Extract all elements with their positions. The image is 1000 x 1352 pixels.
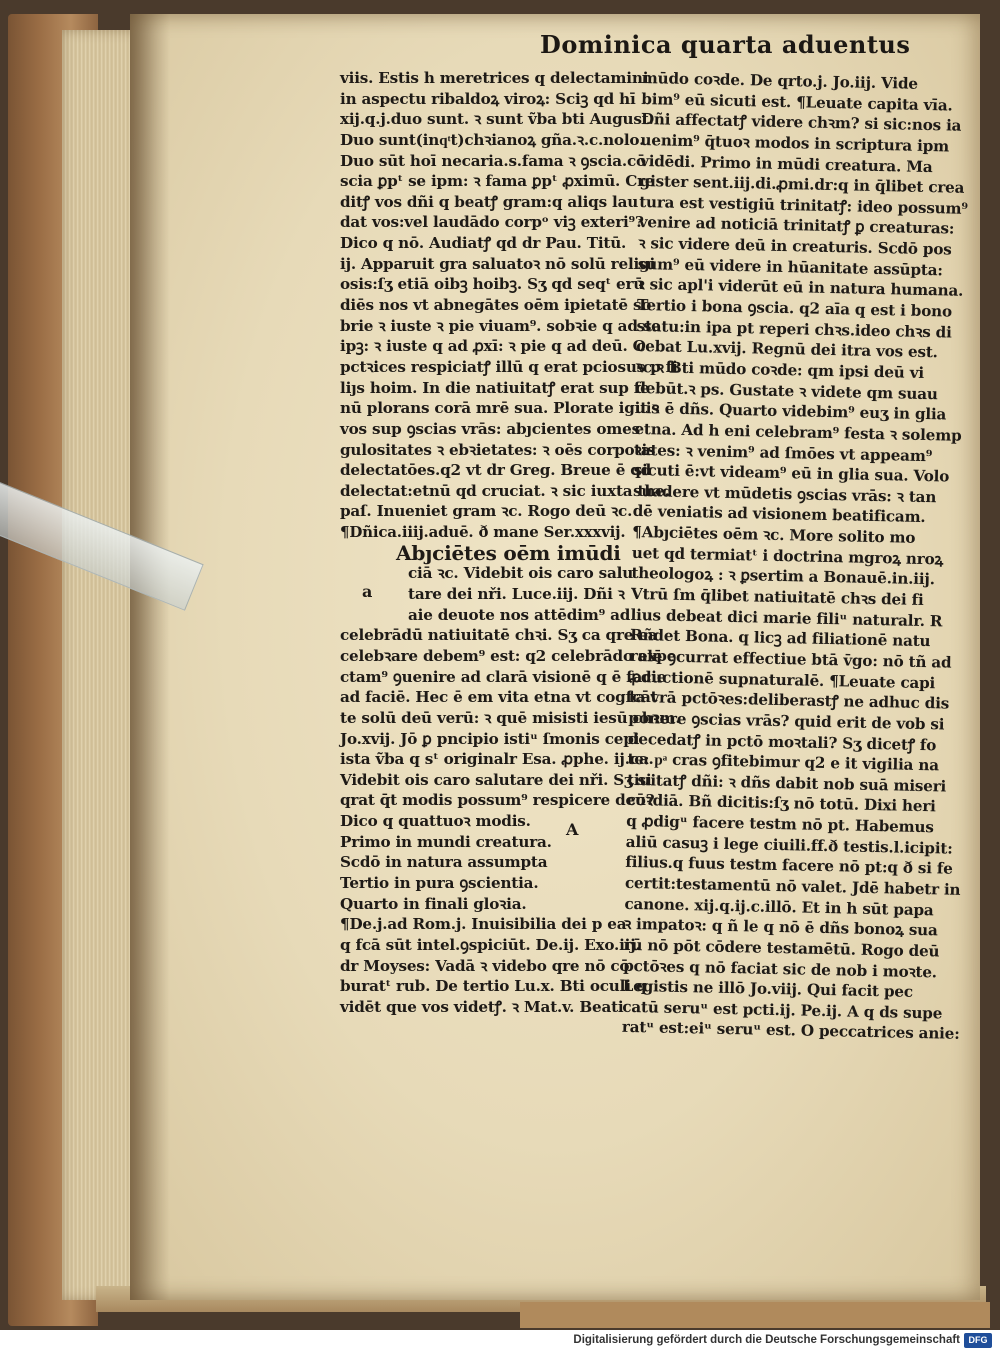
text-line: Scdō in natura assumpta bbox=[340, 853, 548, 872]
text-line: filius.q fuus testm facere nō pt:q ð si fe bbox=[625, 853, 953, 879]
text-line: buratᵗ rub. De tertio Lu.x. Bti oculi q bbox=[340, 977, 647, 996]
text-line: suadere vt mūdetis ꝯscias vrās: ꝛ tan bbox=[632, 481, 937, 507]
text-line: osis:ſʒ etiā oibꝫ hoibꝫ. Sʒ qd seqᵗ erū bbox=[340, 275, 645, 294]
text-line: tates: ꝛ venim⁹ ad ſmōes vt appeam⁹ bbox=[633, 440, 933, 465]
text-line: decedatꝭ in pctō moꝛtali? Sʒ dicetꝭ fo bbox=[627, 729, 937, 754]
text-line: diēs nos vt abnegātes oēm ipietatē so bbox=[340, 296, 652, 315]
text-line: ctam⁹ ꝯuenire ad clarā visionē q ē facie bbox=[340, 667, 667, 686]
left-paragraph-1 bbox=[340, 68, 678, 522]
text-line: delectat:etnū qd cruciat. ꝛ sic iuxta the. bbox=[340, 481, 670, 500]
text-line: te: pͣ cras ꝯfitebimur q2 e it vigilia na bbox=[627, 749, 940, 775]
text-line: Videbit ois caro salutare dei nři. Sʒ si bbox=[340, 770, 652, 789]
text-line: Duo sūt hoī necaria.s.fama ꝛ ꝯscia.cō bbox=[340, 151, 646, 170]
text-line: gulositates ꝛ ebꝛietates: ꝛ oēs corpoꝛis bbox=[340, 440, 656, 459]
text-line: scia ꝑpᵗ se ipm: ꝛ fama ꝑpᵗ ꝓximū. Cre bbox=[340, 172, 655, 191]
text-line: celebrādū natiuitatē chꝛi. Sʒ ca qre ea bbox=[340, 626, 658, 645]
text-line: ipꝫ: ꝛ iuste q ad ꝓxī: ꝛ pie q ad deū. O bbox=[340, 337, 646, 356]
section-heading: ¶Dñica.iiij.aduē. ð mane Ser.xxxvij. bbox=[340, 523, 626, 542]
text-line: uet qd termiatᵗ i doctrina mgroꝝ nroꝝ bbox=[631, 543, 944, 569]
bookmark-strip bbox=[520, 1302, 990, 1328]
text-line: catū seruᵘ est pcti.ij. Pe.ij. A q ds supe bbox=[622, 997, 943, 1023]
text-line: pctꝛices respiciatꝭ illū q erat pciosus p fi bbox=[340, 357, 678, 376]
text-line: ꝛ impatoꝛ: q ñ le q nō ē dñs bonoꝝ sua bbox=[623, 915, 938, 940]
text-line: uis ē dñs. Quarto videbim⁹ euʒ in glia bbox=[634, 399, 947, 424]
left-paragraph-2 bbox=[340, 563, 681, 831]
text-line: vos sup ꝯscias vrās: abȷcientes omes bbox=[340, 419, 640, 438]
text-line: ꝛ sic apl'i viderūt eū in natura humana. bbox=[637, 275, 964, 301]
text-line: qrat q̄t modis possum⁹ respicere deū? bbox=[340, 791, 655, 810]
text-line: dē veniatis ad visionem beatificam. bbox=[632, 502, 926, 527]
text-line: ꝛ sic videre deū in creaturis. Scdō pos bbox=[638, 234, 952, 259]
text-line: Primo in mundi creatura. bbox=[340, 832, 552, 851]
text-line: tiuitatꝭ dñi: ꝛ dñs dabit nob suā miseri bbox=[626, 770, 947, 796]
text-line: statu:in ipa pt reperi chꝛs.ideo chꝛs di bbox=[636, 316, 952, 342]
text-line: tare dei nři. Luce.iij. Dñi ꝛ bbox=[408, 585, 625, 604]
text-line: uenim⁹ q̄tuoꝛ modos in scriptura ipm bbox=[640, 130, 950, 156]
text-line: Rñdet Bona. q licꝫ ad filiationē natu bbox=[629, 626, 931, 651]
text-line: q fcā sūt intel.ꝯspiciūt. De.ij. Exo.iij. bbox=[340, 935, 641, 954]
text-line: liȷs hoim. In die natiuitatꝭ erat sup fe bbox=[340, 378, 650, 397]
text-line: ratᵘ est:eiᵘ seruᵘ est. O peccatrices anie: bbox=[621, 1018, 960, 1044]
text-line: dr Moyses: Vadā ꝛ videbo qre nō cō bbox=[340, 956, 630, 975]
dfg-logo: DFG bbox=[964, 1333, 992, 1348]
left-paragraph-3 bbox=[340, 914, 647, 1017]
text-line: sicuti ē:vt videam⁹ eū in glia sua. Volo bbox=[633, 461, 950, 486]
text-line: xij.q.j.duo sunt. ꝛ sunt ṽba bti August. bbox=[340, 110, 654, 129]
text-line: ditꝭ vos dñi q beatꝭ gram:q aliqs lau bbox=[340, 192, 639, 211]
text-line: venire ad noticiā trinitatꝭ ꝑ creaturas: bbox=[638, 213, 955, 239]
text-line: theologoꝝ : ꝛ ꝑsertim a Bonauē.in.iij. bbox=[631, 564, 935, 589]
text-line: q ꝓdigᵘ facere testm nō pt. Habemus bbox=[626, 811, 934, 837]
text-line: brie ꝛ iuste ꝛ pie viuam⁹. sobꝛie q ad se bbox=[340, 316, 661, 335]
text-line: mūdo coꝛde. De qrto.j. Jo.iij. Vide bbox=[641, 68, 918, 93]
text-line: nū plorans corā mrē sua. Plorate igit ꝛ bbox=[340, 399, 660, 418]
footer-credit: Digitalisierung gefördert durch die Deutsche Forschungsgemeinschaft bbox=[573, 1334, 960, 1346]
text-line: te solū deū verū: ꝛ quē misisti iesū chꝛm. bbox=[340, 708, 681, 727]
text-line: aliū casuꝫ i lege ciuili.ff.ð testis.l.icipit: bbox=[625, 832, 953, 858]
text-line: canone. xij.q.ij.c.illō. Et in h sūt papa bbox=[624, 894, 934, 919]
text-line: Vtrū ſm q̄libet natiuitatē chꝛs dei fi bbox=[630, 584, 924, 610]
text-line: Duo sunt(inqͭt)chꝛianoꝝ gña.ꝛ.c.nolo. bbox=[340, 130, 645, 149]
text-line: ralē ꝯcurrat effectiue btā v̄go: nō tñ ad bbox=[629, 646, 952, 672]
drop-letter: a bbox=[362, 582, 373, 601]
text-line: etna. Ad h eni celebram⁹ festa ꝛ solemp bbox=[634, 419, 962, 445]
text-line: Legistis ne illō Jo.viij. Qui facit pec bbox=[622, 976, 914, 1002]
right-text-column bbox=[621, 68, 969, 1045]
text-line: pctōꝛes q nō faciat sic de nob i moꝛte. bbox=[623, 956, 938, 981]
gutter-shadow bbox=[130, 14, 170, 1300]
text-line: Dñi affectatꝭ videre chꝛm? si sic:nos ia bbox=[640, 110, 962, 135]
text-line: ciā ꝛc. Videbit ois caro salu bbox=[408, 564, 634, 583]
text-line: celebꝛare debem⁹ est: q2 celebrādo expe bbox=[340, 646, 677, 665]
text-line: in aspectu ribaldoꝝ viroꝝ: Sciꝫ qd hī bbox=[340, 89, 636, 108]
text-line: Dico q quattuoꝛ modis. bbox=[340, 812, 531, 831]
text-line: vidēt que vos videtꝭ. ꝛ Mat.v. Beati bbox=[340, 997, 624, 1016]
text-line: vidēdi. Primo in mūdi creatura. Ma bbox=[639, 151, 933, 176]
text-line: cebat Lu.xvij. Regnū dei itra vos est. bbox=[635, 337, 938, 362]
left-text-column bbox=[340, 68, 681, 1017]
text-line: ad faciē. Hec ē em vita etna vt cogſcāt bbox=[340, 688, 658, 707]
text-line: bim⁹ eū sicuti est. ¶Leuate capita vīa. bbox=[641, 89, 953, 115]
text-line: paſ. Inueniet gram ꝛc. Rogo deū ꝛc. bbox=[340, 502, 633, 521]
text-line: rū nō pōt cōdere testamētū. Rogo deū bbox=[623, 935, 940, 961]
text-line: lius debeat dici marie filiᵘ naturalr. R bbox=[630, 605, 943, 631]
text-line: ta vrā pctōꝛes:deliberastꝭ ne adhuc dis bbox=[628, 688, 950, 713]
text-line: certit:testamentū nō valet. Jdē habetr in bbox=[624, 873, 961, 899]
text-line: delectatōes.q2 vt dr Greg. Breue ē qd bbox=[340, 461, 652, 480]
footer-bar bbox=[0, 1330, 1000, 1352]
text-line: viis. Estis h meretrices q delectamini bbox=[340, 69, 649, 87]
section-title-line: Abȷciētes oēm imūdi bbox=[396, 540, 621, 565]
text-line: ista ṽba q sᵗ originalr Esa. ꝓphe. ij.ca. bbox=[340, 750, 654, 769]
text-line: tura est vestigiū trinitatꝭ: ideo possum⁹ bbox=[639, 192, 969, 218]
text-line: ꝛc.ꝛ Bti mūdo coꝛde: qm ipsi deū vi bbox=[635, 357, 925, 382]
enumeration-list bbox=[340, 832, 640, 915]
text-line: coꝛdiā. Bñ dicitis:ſʒ nō totū. Dixi heri bbox=[626, 791, 936, 816]
text-line: sum⁹ eū videre in hūanitate assūpta: bbox=[637, 254, 943, 280]
text-line: Tertio in pura ꝯscientia. bbox=[340, 873, 539, 892]
text-line: ¶Abȷciētes oēm ꝛc. More solito mo bbox=[632, 522, 916, 547]
text-line: Quarto in finali gloꝛia. bbox=[340, 894, 527, 913]
text-line: dat vos:vel laudādo corpᵒ viꝫ exteri⁹? bbox=[340, 213, 644, 232]
text-line: aie deuote nos attēdim⁹ ad bbox=[408, 605, 631, 624]
text-line: ij. Apparuit gra saluatoꝛ nō solū religi bbox=[340, 254, 656, 273]
text-line: ponere ꝯscias vrās? quid erit de vob si bbox=[628, 708, 945, 734]
text-line: gister sent.iij.di.ꝓmi.dr:q in q̄libet crea bbox=[639, 172, 965, 197]
margin-letter: A bbox=[566, 820, 579, 839]
text-line: ¶De.j.ad Rom.j. Inuisibilia dei p ea bbox=[340, 915, 627, 934]
text-line: ꝓductionē supnaturalē. ¶Leuate capi bbox=[629, 667, 936, 692]
text-line: Tertio i bona ꝯscia. q2 aīa q est i bono bbox=[636, 295, 953, 321]
running-head: Dominica quarta aduentus bbox=[540, 30, 911, 59]
text-line: Dico q nō. Audiatꝭ qd dr Pau. Titū. bbox=[340, 234, 627, 253]
text-line: Jo.xvij. Jō ꝑ pncipio istiᵘ ſmonis cepi bbox=[340, 729, 640, 748]
text-line: debūt.ꝛ ps. Gustate ꝛ videte qm suau bbox=[635, 378, 938, 403]
